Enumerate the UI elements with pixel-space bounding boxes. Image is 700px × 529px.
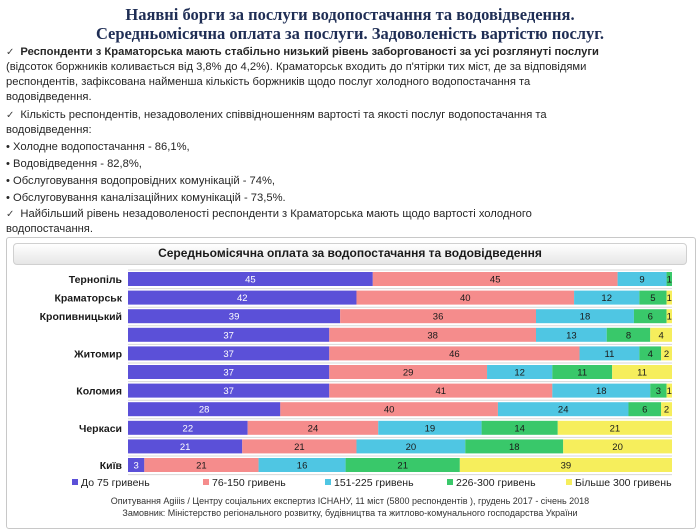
source-line-1: Опитування Agiiis / Центру соціальних експертиз ІСНАНУ, 11 міст (5800 респондентів ), грудень 2017 - січень 2018 — [110, 496, 590, 506]
bullet-1: • Холодне водопостачання - 86,1%, — [6, 141, 190, 153]
data-label: 42 — [236, 293, 248, 305]
category-label: Коломия — [76, 385, 122, 398]
data-label: 4 — [647, 348, 653, 360]
data-label: 28 — [198, 404, 210, 416]
data-label: 3 — [655, 386, 662, 398]
data-label: 38 — [427, 330, 438, 342]
data-label: 11 — [637, 367, 648, 379]
source-line-2: Замовник: Міністерство регіонального розвитку, будівництва та житлово-комунального господарства України — [122, 508, 578, 518]
data-label: 41 — [435, 386, 447, 398]
data-label: 11 — [577, 367, 588, 379]
data-label: 37 — [223, 386, 234, 398]
paragraph-2-line-2: водовідведення: — [6, 124, 92, 136]
bullet-4: • Обслуговування каналізаційних комунікацій - 73,5%. — [6, 192, 286, 204]
legend-item — [566, 477, 672, 489]
legend-swatch — [203, 479, 209, 485]
data-label: 6 — [647, 311, 653, 323]
data-label: 6 — [642, 404, 648, 416]
data-label: 1 — [666, 386, 672, 398]
data-label: 21 — [196, 460, 207, 472]
page-title: Наявні борги за послуги водопостачання та водовідведення. — [125, 5, 575, 24]
category-label: Кропивницький — [39, 311, 122, 324]
legend-item — [447, 477, 536, 489]
data-label: 1 — [666, 274, 672, 286]
data-label: 21 — [397, 460, 409, 472]
data-label: 9 — [639, 274, 645, 286]
bullet-2-text: Водовідведення - 82,8%, — [13, 158, 142, 170]
data-label: 29 — [402, 367, 414, 379]
data-label: 5 — [650, 293, 656, 305]
data-label: 1 — [666, 293, 672, 305]
legend-label: 226-300 гривень — [456, 477, 536, 489]
legend-swatch — [325, 479, 331, 485]
data-label: 18 — [508, 441, 520, 453]
bullet-4-text: Обслуговування каналізаційних комунікацій - 73,5%. — [13, 192, 286, 204]
legend-label: 76-150 гривень — [212, 477, 286, 489]
data-label: 20 — [612, 441, 623, 453]
data-label: 24 — [307, 423, 319, 435]
data-label: 45 — [489, 274, 501, 286]
data-label: 40 — [459, 293, 471, 305]
data-label: 19 — [424, 423, 436, 435]
legend-item — [72, 477, 150, 489]
category-label: Київ — [99, 460, 122, 472]
page-subtitle: Середньомісячна оплата за послуги. Задоволеність вартістю послуг. — [95, 24, 605, 43]
bullet-1-text: Холодне водопостачання - 86,1%, — [13, 141, 190, 153]
data-label: 45 — [245, 274, 256, 286]
data-label: 3 — [133, 460, 139, 472]
legend-swatch — [566, 479, 572, 485]
data-label: 4 — [658, 330, 664, 342]
data-label: 36 — [432, 311, 444, 323]
data-label: 18 — [579, 311, 591, 323]
data-label: 21 — [179, 441, 191, 453]
data-label: 37 — [223, 348, 234, 360]
paragraph-1-line-3: респондентів, зафіксована найменша кількість боржників щодо послуг холодного водопостачання та — [6, 76, 531, 88]
paragraph-2-text: Кількість респондентів, незадоволених співвідношенням вартості та якості послуг водопостачання та — [20, 109, 547, 121]
data-label: 2 — [663, 348, 670, 360]
legend-swatch — [447, 479, 453, 485]
category-label: Житомир — [74, 348, 122, 361]
paragraph-1-line-4: водовідведення. — [6, 91, 92, 103]
data-label: 13 — [566, 330, 577, 342]
paragraph-1-line-2: (відсоток боржників коливається від 3,8% до 4,2%). Краматорськ входить до п'ятірки тих міст, де за відповідями — [6, 61, 587, 73]
data-label: 1 — [666, 311, 672, 323]
paragraph-1-bold: Респонденти з Краматорська мають стабільно низький рівень заборгованості за усі розглянуті послуги — [20, 46, 599, 58]
legend-label: До 75 гривень — [81, 477, 150, 489]
legend-swatch — [72, 479, 78, 485]
bullet-2: • Водовідведення - 82,8%, — [6, 158, 142, 170]
data-label: 21 — [609, 423, 621, 435]
data-label: 39 — [228, 311, 240, 323]
data-label: 22 — [182, 423, 194, 435]
data-label: 12 — [601, 293, 613, 305]
checkmark-icon: ✓ — [6, 47, 15, 58]
data-label: 24 — [557, 404, 569, 416]
legend-label: Більше 300 гривень — [575, 477, 672, 489]
data-label: 2 — [663, 404, 670, 416]
category-label: Тернопіль — [68, 274, 122, 286]
category-label: Черкаси — [78, 422, 122, 435]
chart-title: Середньомісячна оплата за водопостачання та водовідведення — [158, 246, 542, 260]
data-label: 11 — [604, 348, 615, 360]
data-label: 8 — [625, 330, 632, 342]
paragraph-3-text: Найбільший рівень незадоволеності респонденти з Краматорська мають щодо вартості холодного — [20, 208, 532, 220]
data-label: 18 — [595, 386, 607, 398]
data-label: 16 — [296, 460, 308, 472]
data-label: 37 — [223, 367, 234, 379]
paragraph-3-line-2: водопостачання. — [6, 223, 93, 235]
bullet-3: • Обслуговування водопровідних комунікацій - 74%, — [6, 175, 276, 187]
data-label: 40 — [383, 404, 395, 416]
data-label: 46 — [449, 348, 460, 360]
checkmark-icon: ✓ — [6, 209, 15, 220]
data-label: 39 — [560, 460, 572, 472]
data-label: 20 — [405, 441, 417, 453]
legend-item — [325, 477, 414, 489]
category-label: Краматорськ — [54, 292, 122, 305]
legend-label: 151-225 гривень — [334, 477, 414, 489]
data-label: 37 — [223, 330, 234, 342]
data-label: 14 — [514, 423, 525, 435]
data-label: 21 — [294, 441, 305, 453]
checkmark-icon: ✓ — [6, 110, 15, 121]
data-label: 12 — [514, 367, 525, 379]
legend-item — [203, 477, 286, 489]
bullet-3-text: Обслуговування водопровідних комунікацій - 74%, — [13, 175, 276, 187]
